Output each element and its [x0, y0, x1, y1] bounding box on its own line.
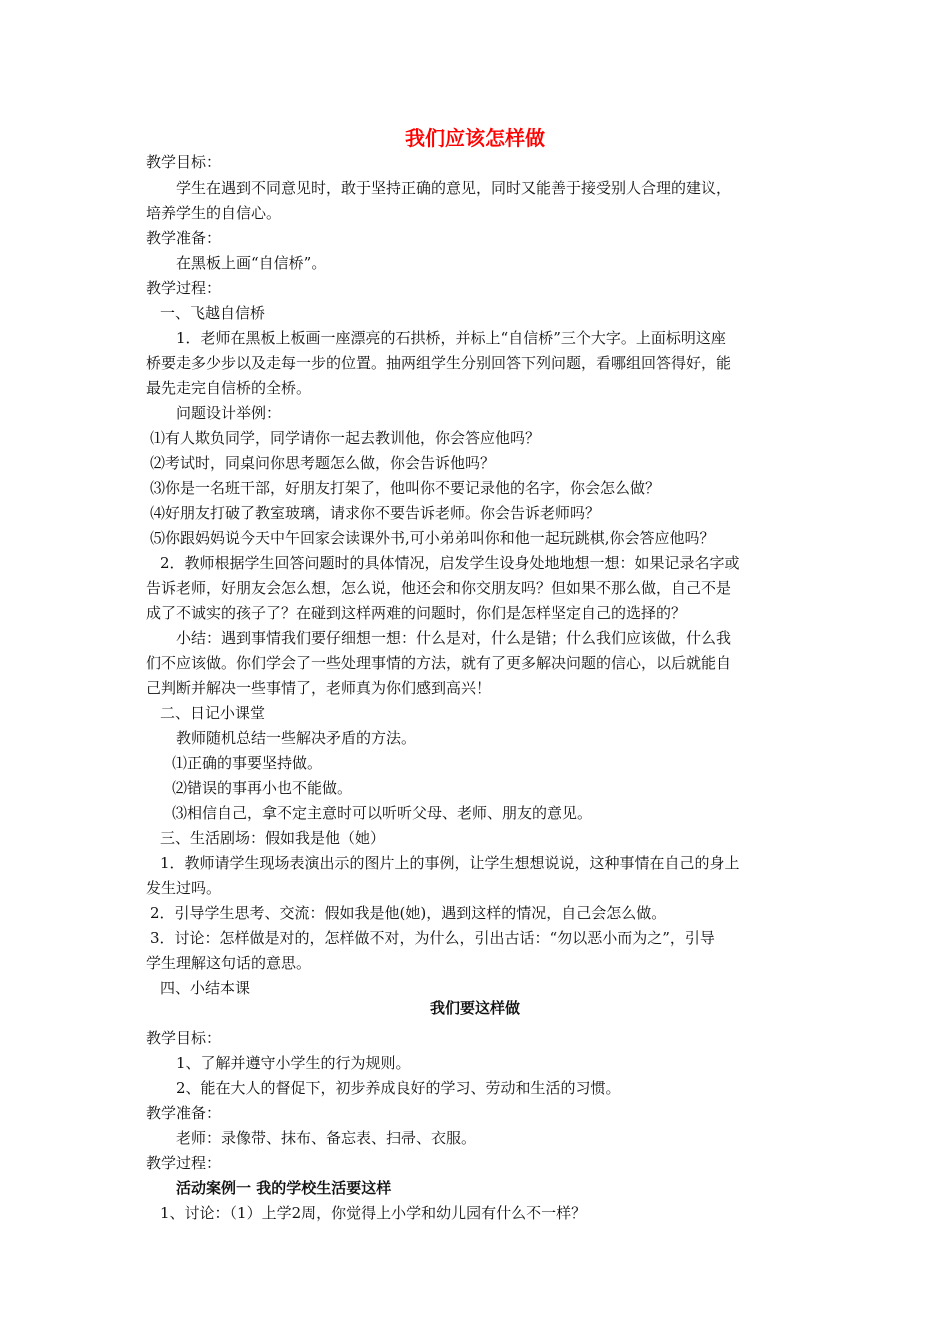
text-line: 成了不诚实的孩子了？在碰到这样两难的问题时，你们是怎样坚定自己的选择的？: [146, 604, 687, 622]
list-item: ⑵考试时，同桌问你思考题怎么做，你会告诉他吗？: [150, 454, 496, 472]
text-line: 学生在遇到不同意见时，敢于坚持正确的意见，同时又能善于接受别人合理的建议，: [176, 179, 732, 197]
section-title: 我们要这样做: [429, 999, 520, 1017]
text-line: 1、讨论：（1）上学2周，你觉得上小学和幼儿园有什么不一样？: [160, 1204, 587, 1222]
text-line: 教学目标：: [146, 153, 222, 171]
text-line: 教师随机总结一些解决矛盾的方法。: [176, 729, 417, 747]
text-line: 培养学生的自信心。: [146, 204, 282, 222]
text-line: 在黑板上画“自信桥”。: [176, 254, 327, 272]
text-line: 教学过程：: [146, 1154, 222, 1172]
list-item: ⑵错误的事再小也不能做。: [172, 779, 353, 797]
text-line: 1．老师在黑板上板画一座漂亮的石拱桥，并标上“自信桥”三个大字。上面标明这座: [176, 329, 726, 347]
text-line: 教学目标：: [146, 1029, 222, 1047]
text-line: 教学准备：: [146, 229, 222, 247]
list-item: ⑴正确的事要坚持做。: [172, 754, 323, 772]
section-heading: 二、日记小课堂: [160, 704, 266, 722]
text-line: 3．讨论：怎样做是对的，怎样做不对，为什么，引出古话：“勿以恶小而为之”，引导: [150, 929, 715, 947]
list-item: 1、了解并遵守小学生的行为规则。: [176, 1054, 411, 1072]
text-line: 们不应该做。你们学会了一些处理事情的方法，就有了更多解决问题的信心，以后就能自: [146, 654, 732, 672]
activity-heading: 活动案例一 我的学校生活要这样: [176, 1179, 392, 1197]
list-item: ⑴有人欺负同学，同学请你一起去教训他，你会答应他吗？: [150, 429, 541, 447]
text-line: 告诉老师，好朋友会怎么想，怎么说，他还会和你交朋友吗？但如果不那么做，自己不是: [146, 579, 732, 597]
text-line: 问题设计举例：: [176, 404, 282, 422]
text-line: 1．教师请学生现场表演出示的图片上的事例，让学生想想说说，这种事情在自己的身上: [160, 854, 740, 872]
text-line: 最先走完自信桥的全桥。: [146, 379, 312, 397]
list-item: ⑶你是一名班干部，好朋友打架了，他叫你不要记录他的名字，你会怎么做？: [150, 479, 661, 497]
text-line: 2．引导学生思考、交流：假如我是他(她)，遇到这样的情况，自己会怎么做。: [150, 904, 667, 922]
section-heading: 四、小结本课: [160, 979, 251, 997]
section-heading: 一、飞越自信桥: [160, 304, 266, 322]
list-item: ⑸你跟妈妈说今天中午回家会读课外书,可小弟弟叫你和他一起玩跳棋,你会答应他吗？: [150, 529, 715, 547]
text-line: 桥要走多少步以及走每一步的位置。抽两组学生分别回答下列问题，看哪组回答得好，能: [146, 354, 732, 372]
text-line: 发生过吗。: [146, 879, 222, 897]
text-line: 小结：遇到事情我们要仔细想一想：什么是对，什么是错；什么我们应该做，什么我: [176, 629, 732, 647]
list-item: ⑷好朋友打破了教室玻璃，请求你不要告诉老师。你会告诉老师吗？: [150, 504, 601, 522]
text-line: 教学准备：: [146, 1104, 222, 1122]
document-title: 我们应该怎样做: [405, 126, 545, 150]
section-heading: 三、生活剧场：假如我是他（她）: [160, 829, 386, 847]
list-item: ⑶相信自己，拿不定主意时可以听听父母、老师、朋友的意见。: [172, 804, 593, 822]
list-item: 2、能在大人的督促下，初步养成良好的学习、劳动和生活的习惯。: [176, 1079, 621, 1097]
text-line: 己判断并解决一些事情了，老师真为你们感到高兴！: [146, 679, 492, 697]
text-line: 教学过程：: [146, 279, 222, 297]
text-line: 老师：录像带、抹布、备忘表、扫帚、衣服。: [176, 1129, 477, 1147]
text-line: 学生理解这句话的意思。: [146, 954, 312, 972]
text-line: 2．教师根据学生回答问题时的具体情况，启发学生设身处地地想一想：如果记录名字或: [160, 554, 740, 572]
